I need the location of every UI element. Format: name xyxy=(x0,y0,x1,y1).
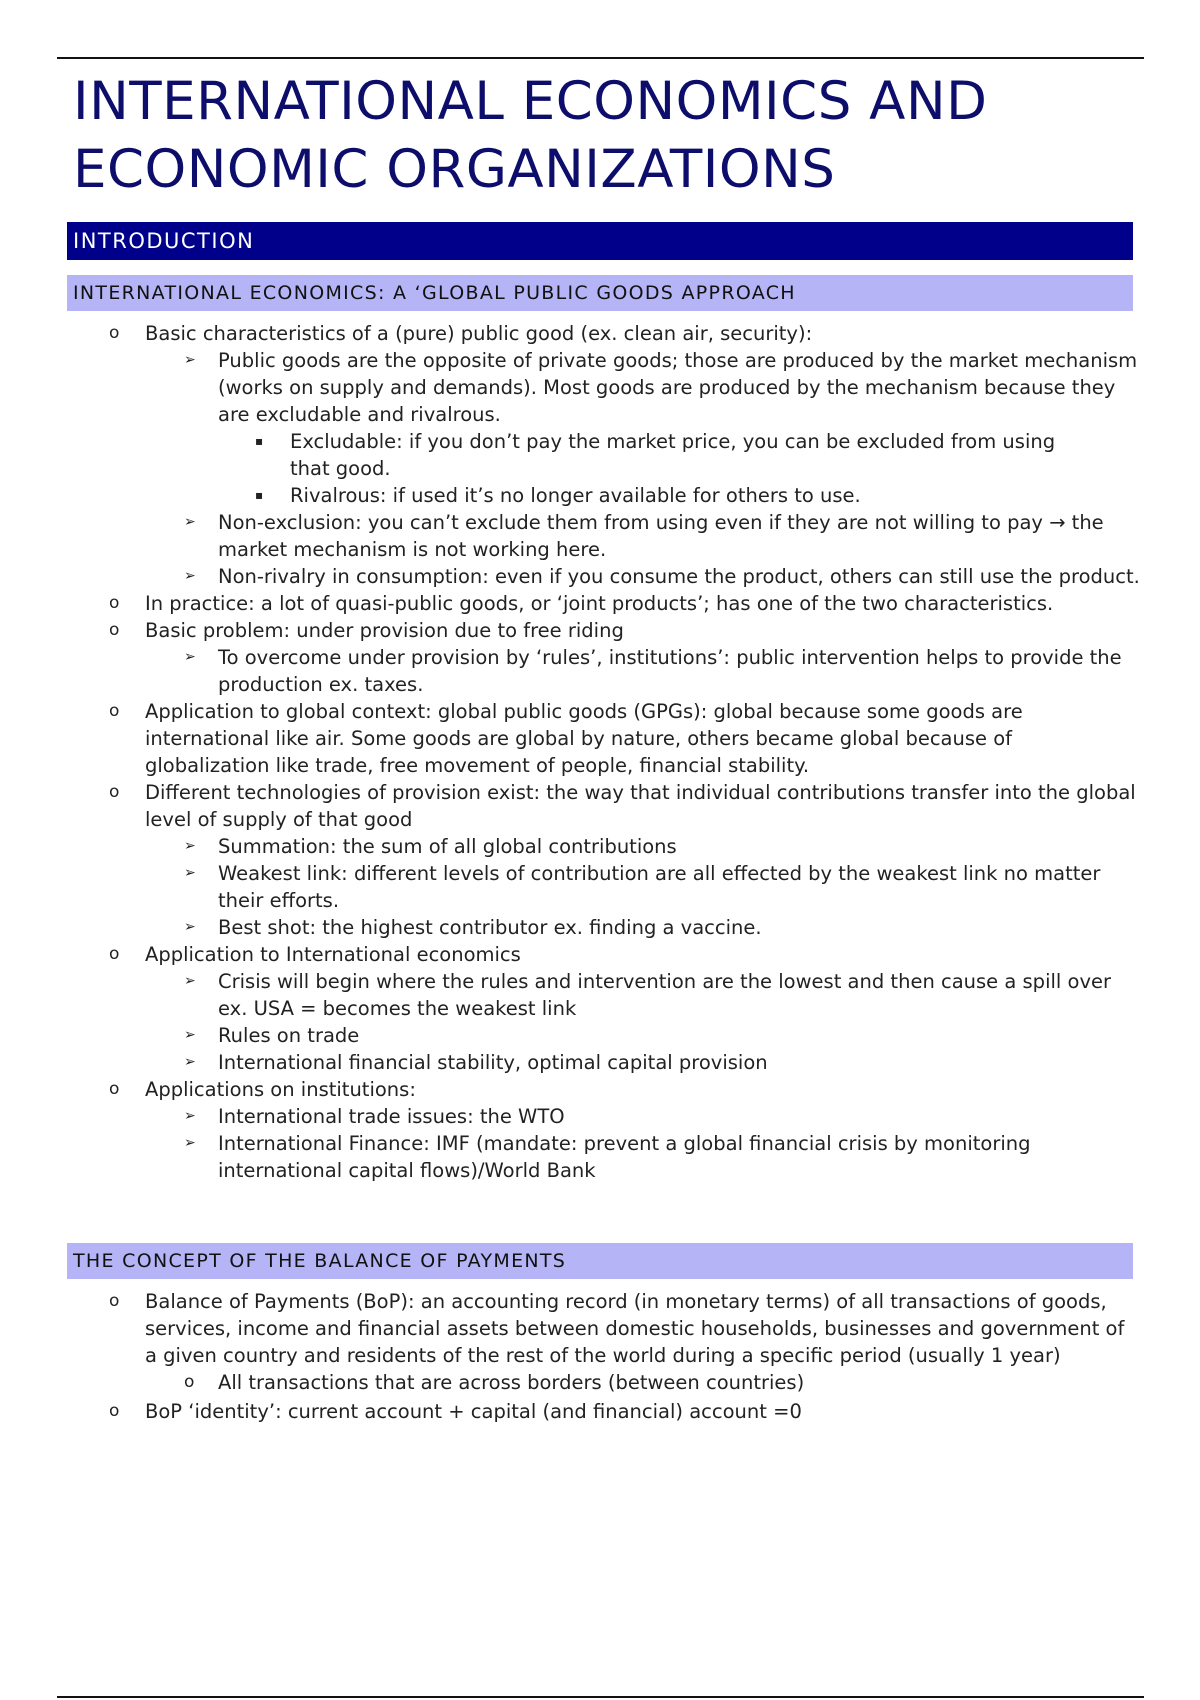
balance-of-payments-content xyxy=(0,1288,1200,1425)
circle-bullet-icon: o xyxy=(109,701,120,721)
circle-bullet-icon: o xyxy=(184,1372,195,1392)
arrow-bullet-icon: ➢ xyxy=(184,514,196,530)
list-item: o Different technologies of provision exist: the way that individual contributions transfer into the global level of supply of that good xyxy=(109,781,1136,831)
circle-bullet-icon: o xyxy=(109,1291,120,1311)
section-heading-introduction: INTRODUCTION xyxy=(67,222,1133,260)
list-item: ➢ International Finance: IMF (mandate: prevent a global financial crisis by monitoring international capital flows)/World Bank xyxy=(184,1132,1031,1182)
list-item: ➢ Non-exclusion: you can’t exclude them from using even if they are not willing to pay → the market mechanism is not working here. xyxy=(184,511,1104,561)
list-item: ▪ Excludable: if you don’t pay the market price, you can be excluded from using that good. xyxy=(255,430,1056,480)
arrow-bullet-icon: ➢ xyxy=(184,1108,196,1124)
circle-bullet-icon: o xyxy=(109,323,120,343)
circle-bullet-icon: o xyxy=(109,944,120,964)
list-item: ➢ Public goods are the opposite of private goods; those are produced by the market mechanism (works on supply and demands). Most goods are produced by the mechanism because they are excludable and rivalrous. xyxy=(184,349,1138,426)
list-item: o In practice: a lot of quasi-public goods, or ‘joint products’; has one of the two characteristics. xyxy=(109,592,1054,615)
list-item: o Application to International economics xyxy=(109,943,521,966)
list-item: ➢ International financial stability, optimal capital provision xyxy=(184,1051,768,1074)
list-item: ➢ Best shot: the highest contributor ex. finding a vaccine. xyxy=(184,916,762,939)
circle-bullet-icon: o xyxy=(109,1079,120,1099)
circle-bullet-icon: o xyxy=(109,782,120,802)
arrow-bullet-icon: ➢ xyxy=(184,649,196,665)
arrow-bullet-icon: ➢ xyxy=(184,838,196,854)
list-item: o Applications on institutions: xyxy=(109,1078,416,1101)
list-item: ➢ Crisis will begin where the rules and intervention are the lowest and then cause a spill over ex. USA = becomes the weakest link xyxy=(184,970,1112,1020)
list-item: ➢ To overcome under provision by ‘rules’, institutions’: public intervention helps to provide the production ex. taxes. xyxy=(184,646,1122,696)
list-item: ➢ Rules on trade xyxy=(184,1024,360,1047)
list-item: ➢ International trade issues: the WTO xyxy=(184,1105,565,1128)
arrow-bullet-icon: ➢ xyxy=(184,973,196,989)
list-item: ➢ Non-rivalry in consumption: even if you consume the product, others can still use the product. xyxy=(184,565,1140,588)
top-rule xyxy=(57,57,1144,59)
list-item: o Basic characteristics of a (pure) public good (ex. clean air, security): xyxy=(109,322,813,345)
list-item: ▪ Rivalrous: if used it’s no longer available for others to use. xyxy=(255,484,861,507)
arrow-bullet-icon: ➢ xyxy=(184,352,196,368)
list-item: ➢ Weakest link: different levels of contribution are all effected by the weakest link no matter their efforts. xyxy=(184,862,1101,912)
list-item: o BoP ‘identity’: current account + capital (and financial) account =0 xyxy=(109,1400,802,1423)
arrow-bullet-icon: ➢ xyxy=(184,568,196,584)
arrow-bullet-icon: ➢ xyxy=(184,919,196,935)
list-item: ➢ Summation: the sum of all global contributions xyxy=(184,835,677,858)
bottom-rule xyxy=(57,1696,1144,1698)
global-public-goods-content xyxy=(0,320,1200,1184)
circle-bullet-icon: o xyxy=(109,620,120,640)
list-item: o All transactions that are across borders (between countries) xyxy=(184,1371,805,1394)
list-item: o Balance of Payments (BoP): an accounting record (in monetary terms) of all transactions of goods, services, income and financial assets between domestic households, businesses and government of a given country and residents of the rest of the world during a specific period (usually 1 year) xyxy=(109,1290,1125,1367)
square-bullet-icon: ▪ xyxy=(255,434,264,448)
list-item: o Application to global context: global public goods (GPGs): global because some goods are international like air. Some goods are global by nature, others became global because of globalization like trade, free movement of people, financial stability. xyxy=(109,700,1023,777)
square-bullet-icon: ▪ xyxy=(255,488,264,502)
arrow-bullet-icon: ➢ xyxy=(184,1027,196,1043)
subsection-heading-global-public-goods: INTERNATIONAL ECONOMICS: A ‘GLOBAL PUBLIC GOODS APPROACH xyxy=(67,275,1133,311)
arrow-bullet-icon: ➢ xyxy=(184,1135,196,1151)
circle-bullet-icon: o xyxy=(109,593,120,613)
document-title: INTERNATIONAL ECONOMICS AND ECONOMIC ORGANIZATIONS xyxy=(73,71,988,200)
subsection-heading-balance-of-payments: THE CONCEPT OF THE BALANCE OF PAYMENTS xyxy=(67,1243,1133,1279)
list-item: o Basic problem: under provision due to free riding xyxy=(109,619,624,642)
arrow-bullet-icon: ➢ xyxy=(184,1054,196,1070)
circle-bullet-icon: o xyxy=(109,1401,120,1421)
arrow-bullet-icon: ➢ xyxy=(184,865,196,881)
